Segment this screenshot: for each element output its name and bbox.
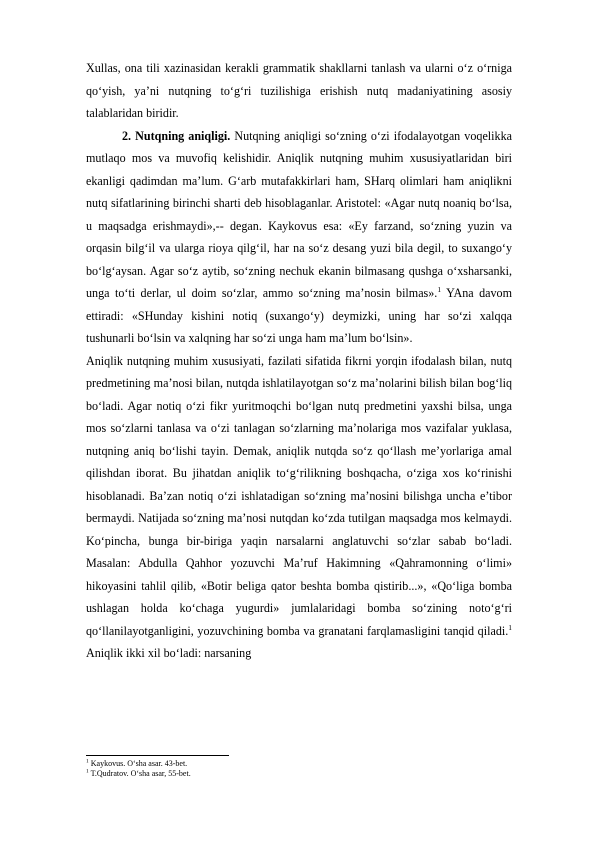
footnote-1-mark: 1: [86, 758, 89, 765]
paragraph-3: [86, 350, 512, 665]
paragraph-1: [86, 57, 512, 125]
paragraph-2-text-b: YAna davom ettiradi: «SHunday kishini notiq (suxango‘y) deymizki, uning har so‘zi xalqqa tushunarli bo‘lsin va xalqning har so‘zi unga ham ma’lum bo‘lsin».: [86, 286, 512, 345]
footnotes: [86, 759, 512, 779]
footnote-separator: [86, 755, 229, 756]
section-heading: 2. Nutqning aniqligi.: [122, 128, 231, 143]
paragraph-2: [86, 125, 512, 350]
footnote-2-text: T.Qudratov. O‘sha asar, 55-bet.: [88, 769, 191, 778]
footnote-ref-2: 1: [508, 622, 512, 632]
body-text: [86, 57, 512, 665]
footnote-ref-1: 1: [437, 284, 442, 294]
paragraph-3-text-a: Aniqlik nutqning muhim xususiyati, fazilati sifatida fikrni yorqin ifodalash bilan, nutq predmetining ma’nosi bilan, nutqda ishlatilayotgan so‘z ma’nolarini bilish bilan bog‘liq bo‘ladi. Agar notiq o‘zi fikr yuritmoqchi bo‘lgan nutq predmetini yaxshi bilsa, unga mos so‘zlarni tanlasa va o‘zi tanlagan so‘zlarning ma’nolariga mos vazifalar yuklasa, nutqning aniq bo‘lishi tayin. Demak, aniqlik nutqda so‘z qo‘llash me’yorlariga amal qilishdan iborat. Bu jihatdan aniqlik to‘g‘rilikning boshqacha, o‘ziga xos ko‘rinishi hisoblanadi. Ba’zan notiq o‘zi ishlatadigan so‘zning ma’nosini bilishga uncha e’tibor bermaydi. Natijada so‘zning ma’nosi nutqdan ko‘zda tutilgan maqsadga mos kelmaydi. Ko‘pincha, bunga bir-biriga yaqin narsalarni anglatuvchi so‘zlar sabab bo‘ladi. Masalan: Abdulla Qahhor yozuvchi Ma’ruf Hakimning «Qahramonning o‘limi» hikoyasini tahlil qilib, «Botir beliga qator beshta bomba qistirib...», «Qo‘liga bomba ushlagan holda ko‘chaga yugurdi» jumlalaridagi bomba so‘zining noto‘g‘ri qo‘llanilayotganligini, yozuvchining bomba va granatani farqlamasligini tanqid qiladi.: [86, 353, 512, 638]
footnote-2: [86, 769, 512, 779]
paragraph-2-text-a: Nutqning aniqligi so‘zning o‘zi ifodalayotgan voqelikka mutlaqo mos va muvofiq kelishidir. Aniqlik nutqning muhim xususiyatlaridan biri ekanligi qadimdan ma’lum. G‘arb mutafakkirlari ham, SHarq olimlari ham aniqlikni nutq sifatlarining birinchi sharti deb hisoblaganlar. Aristotel: «Agar nutq noaniq bo‘lsa, u maqsadga erishmaydi»,-- degan. Kaykovus esa: «Ey farzand, so‘zning yuzin va orqasin bilg‘il va ularga rioya qilg‘il, har na so‘z desang yuzi bila degil, to suxango‘y bo‘lg‘aysan. Agar so‘z aytib, so‘zning nechuk ekanin bilmasang qushga o‘xsharsanki, unga to‘ti derlar, ul doim so‘zlar, ammo so‘zning ma’nosin bilmas».: [86, 128, 512, 300]
footnote-1: [86, 759, 512, 769]
paragraph-1-text: Xullas, ona tili xazinasidan kerakli grammatik shakllarni tanlash va ularni o‘z o‘rniga qo‘yish, ya’ni nutqning to‘g‘ri tuzilishiga erishish nutq madaniyatining asosiy talablaridan biridir.: [86, 61, 512, 120]
paragraph-3-text-b: Aniqlik ikki xil bo‘ladi: narsaning: [86, 646, 252, 660]
footnote-2-mark: 1: [86, 768, 89, 775]
footnote-1-text: Kaykovus. O‘sha asar. 43-bet.: [88, 759, 188, 768]
